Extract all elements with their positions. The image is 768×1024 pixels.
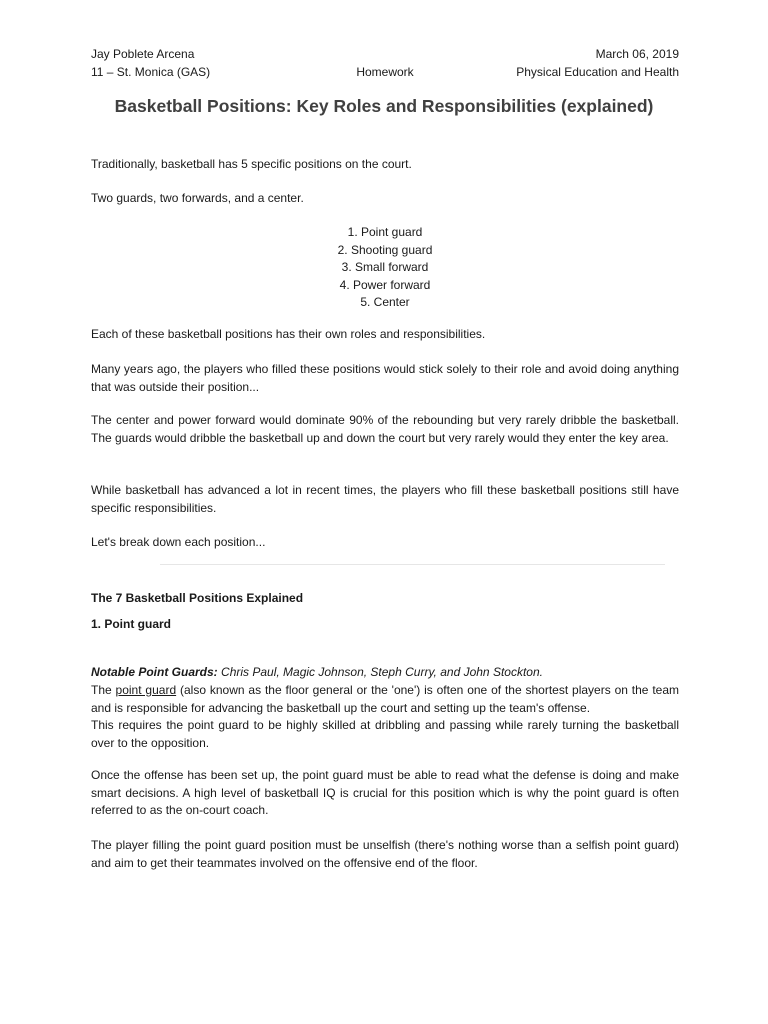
class-section: 11 – St. Monica (GAS) — [91, 65, 211, 79]
header-row-1 — [91, 46, 679, 64]
section-heading: The 7 Basketball Positions Explained — [91, 591, 304, 605]
section-subheading: 1. Point guard — [91, 617, 172, 631]
point-guard-paragraph-4: The player filling the point guard position must be unselfish (there's nothing worse than a selfish point guard) and aim to get their teammates involved on the offensive end of the floor. — [91, 838, 679, 870]
header-row-2 — [91, 64, 679, 82]
point-guard-paragraph-1 — [91, 682, 679, 717]
divider — [160, 564, 665, 565]
list-item: 4. Power forward — [339, 277, 431, 292]
notable-point-guards — [91, 664, 679, 682]
notable-names: Chris Paul, Magic Johnson, Steph Curry, and John Stockton. — [217, 665, 543, 679]
list-item: 2. Shooting guard — [337, 242, 433, 257]
body-paragraph-5: The center and power forward would dominate 90% of the rebounding but very rarely dribble the basketball. The guards would dribble the basketball up and down the court but very rarely would they enter the key area. — [91, 413, 679, 445]
list-item: 3. Small forward — [341, 260, 429, 274]
body-paragraph-4: Many years ago, the players who filled these positions would stick solely to their role and avoid doing anything that was outside their position... — [91, 362, 679, 394]
body-paragraph-7: Let's break down each position... — [91, 535, 266, 549]
body-paragraph-6: While basketball has advanced a lot in recent times, the players who fill these basketball positions still have specific responsibilities. — [91, 483, 679, 515]
notable-label: Notable Point Guards: — [91, 665, 218, 679]
positions-list — [91, 224, 679, 312]
pg-post-text: (also known as the floor general or the 'one') is often one of the shortest players on the team and is responsible for advancing the basketball up the court and setting up the team's offense. — [91, 683, 680, 715]
intro-paragraph-1: Traditionally, basketball has 5 specific positions on the court. — [91, 157, 412, 171]
intro-paragraph-2: Two guards, two forwards, and a center. — [91, 191, 304, 205]
point-guard-paragraph-3: Once the offense has been set up, the point guard must be able to read what the defense is doing and make smart decisions. A high level of basketball IQ is crucial for this position which is why the point guard is often referred to as the on-court coach. — [91, 768, 679, 817]
header-date: March 06, 2019 — [595, 47, 679, 61]
point-guard-paragraph-2: This requires the point guard to be highly skilled at dribbling and passing while rarely turning the basketball over to the opposition. — [91, 718, 679, 750]
pg-pre-text: The — [91, 683, 116, 697]
page-title: Basketball Positions: Key Roles and Responsibilities (explained) — [114, 96, 654, 116]
subject: Physical Education and Health — [516, 65, 679, 79]
list-item: 5. Center — [360, 295, 410, 309]
list-item: 1. Point guard — [347, 225, 423, 239]
body-paragraph-3: Each of these basketball positions has their own roles and responsibilities. — [91, 327, 486, 341]
point-guard-link[interactable]: point guard — [115, 683, 177, 697]
author-name: Jay Poblete Arcena — [91, 47, 195, 61]
doc-type: Homework — [356, 65, 414, 79]
